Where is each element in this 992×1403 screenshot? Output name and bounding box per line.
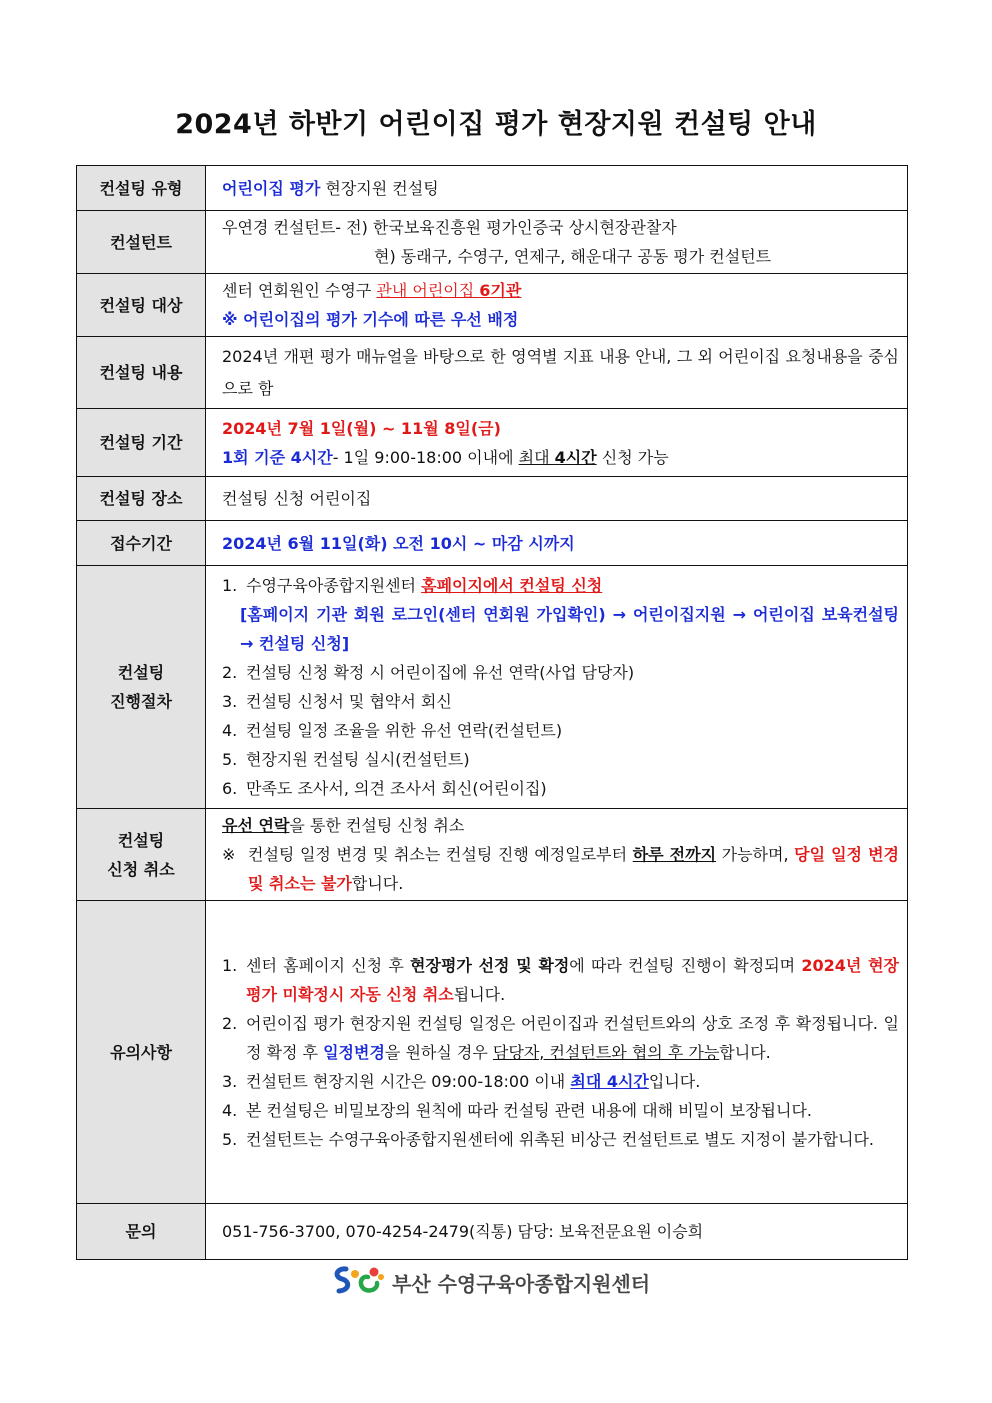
text: 만족도 조사서, 의견 조사서 회신(어린이집): [246, 779, 547, 798]
note-item: [222, 951, 899, 1009]
highlight-text: 홈페이지에서 컨설팅 신청: [421, 576, 603, 595]
row-notes: [77, 901, 908, 1204]
text: 어린이집 평가 현장지원 컨설팅 일정은 어린이집과 컨설턴트와의 상호 조정 후 확정됩니다. 일정 확정 후: [246, 1013, 899, 1062]
note-number: 3.: [222, 1071, 238, 1091]
row-content-desc: [77, 337, 908, 409]
highlight-text: 최대 4시간: [570, 1071, 649, 1091]
row-label: 컨설팅 장소: [77, 477, 206, 521]
text: 컨설턴트 현장지원 시간은 09:00-18:00 이내: [246, 1071, 571, 1091]
procedure-step: [222, 658, 899, 687]
row-target: [77, 274, 908, 337]
row-label: [77, 809, 206, 901]
procedure-step: [222, 745, 899, 774]
underline-text: 유선 연락: [222, 816, 290, 835]
note-number: 5.: [222, 1129, 238, 1149]
bold-text: 현장평가 선정 및 확정: [410, 955, 570, 975]
row-content: 2024년 6월 11일(화) 오전 10시 ~ 마감 시까지: [206, 521, 908, 566]
text: 을 통한 컨설팅 신청 취소: [289, 816, 465, 835]
row-content: [206, 211, 908, 274]
row-label: 컨설턴트: [77, 211, 206, 274]
row-consultant: [77, 211, 908, 274]
consultant-line-1: 우연경 컨설턴트- 전) 한국보육진흥원 평가인증국 상시현장관찰자: [222, 218, 677, 237]
consulting-info-table: [76, 165, 908, 1260]
text: 4시간: [554, 447, 597, 467]
note-item: [222, 1096, 899, 1125]
step-number: 4.: [222, 721, 238, 740]
text: 을 원하실 경우: [384, 1042, 493, 1062]
text: 신청 가능: [596, 447, 669, 467]
text: 가능하며,: [716, 845, 795, 864]
row-content: 컨설팅 신청 어린이집: [206, 477, 908, 521]
text: 현장지원 컨설팅: [320, 178, 439, 198]
note-item: [222, 1009, 899, 1067]
text: - 1일 9:00-18:00 이내에: [332, 447, 519, 467]
underline-text: [519, 448, 597, 467]
underline-text: 하루 전까지: [632, 845, 717, 864]
text: 에 따라 컨설팅 진행이 확정되며: [569, 955, 802, 975]
label-line: 컨설팅: [117, 663, 165, 682]
highlight-text: 어린이집 평가: [222, 178, 321, 198]
row-label: 문의: [77, 1204, 206, 1260]
procedure-steps: [222, 571, 899, 803]
underline-text: 담당자, 컨설턴트와 협의 후 가능: [492, 1042, 720, 1062]
note-item: [222, 1067, 899, 1096]
text: 컨설턴트는 수영구육아종합지원센터에 위촉된 비상근 컨설턴트로 별도 지정이 불가합니다.: [246, 1129, 875, 1149]
text: 컨설팅 일정 변경 및 취소는 컨설팅 진행 예정일로부터: [248, 845, 633, 864]
procedure-step: [222, 716, 899, 745]
text: 컨설팅 일정 조율을 위한 유선 연락(컨설턴트): [246, 721, 563, 740]
row-label: [77, 566, 206, 809]
step-number: 1.: [222, 576, 238, 595]
highlight-text: 1회 기준 4시간: [222, 447, 333, 467]
text: 6기관: [479, 281, 522, 300]
note-number: 2.: [222, 1013, 238, 1033]
label-line: 진행절차: [110, 692, 172, 711]
page-title: 2024년 하반기 어린이집 평가 현장지원 컨설팅 안내: [175, 109, 817, 140]
label-line: 신청 취소: [107, 859, 175, 879]
row-reception: [77, 521, 908, 566]
note-item: [222, 1125, 899, 1154]
text: 본 컨설팅은 비밀보장의 원칙에 따라 컨설팅 관련 내용에 대해 비밀이 보장됩니다.: [246, 1100, 812, 1120]
row-content: [206, 901, 908, 1204]
row-inquiry: [77, 1204, 908, 1260]
consultant-line-2: 현) 동래구, 수영구, 연제구, 해운대구 공동 평가 컨설턴트: [374, 247, 772, 266]
row-cancel: [77, 809, 908, 901]
row-content: 2024년 개편 평가 매뉴얼을 바탕으로 한 영역별 지표 내용 안내, 그 외 어린이집 요청내용을 중심으로 함: [206, 337, 908, 409]
procedure-step: [222, 571, 899, 600]
procedure-step-detail: [222, 600, 899, 658]
highlight-text: 2024년 현장 평가 미확정시 자동 신청 취소: [246, 955, 899, 1004]
row-label: 유의사항: [77, 901, 206, 1204]
text: 센터 연회원인 수영구: [222, 281, 377, 300]
highlight-text: 일정변경: [323, 1042, 385, 1062]
text: 됩니다.: [453, 984, 506, 1004]
text: 수영구육아종합지원센터: [246, 576, 422, 595]
row-period: [77, 409, 908, 477]
row-content: [206, 409, 908, 477]
text: 합니다.: [719, 1042, 771, 1062]
text: 관내 어린이집: [376, 281, 480, 300]
target-note: ※ 어린이집의 평가 기수에 따른 우선 배정: [222, 310, 519, 329]
text: 입니다.: [648, 1071, 701, 1091]
text: 컨설팅 신청서 및 협약서 회신: [246, 692, 452, 711]
row-content: [206, 809, 908, 901]
footer-organization: 부산 수영구육아종합지원센터: [392, 1271, 651, 1296]
cancel-line-1: [222, 811, 899, 840]
procedure-step: [222, 774, 899, 803]
center-logo-icon: [330, 1263, 386, 1301]
row-type: [77, 166, 908, 211]
text: 최대: [518, 447, 555, 467]
row-label: 컨설팅 대상: [77, 274, 206, 337]
period-rule: [222, 443, 899, 472]
text: 센터 홈페이지 신청 후: [246, 955, 411, 975]
notes-list: [222, 951, 899, 1154]
highlight-text: [376, 281, 521, 300]
row-place: [77, 477, 908, 521]
note-mark: ※: [222, 845, 236, 864]
step-number: 5.: [222, 750, 238, 769]
row-content: 051-756-3700, 070-4254-2479(직통) 담당: 보육전문요원 이승희: [206, 1204, 908, 1260]
row-label: 컨설팅 내용: [77, 337, 206, 409]
cancel-note: [222, 840, 899, 898]
target-line-1: [222, 276, 899, 305]
text: 컨설팅 신청 확정 시 어린이집에 유선 연락(사업 담당자): [246, 663, 635, 682]
note-number: 4.: [222, 1100, 238, 1120]
row-content: [206, 166, 908, 211]
footer: [330, 1264, 650, 1300]
highlight-text: 당일 일정 변경 및 취소는 불가: [248, 845, 899, 893]
step-number: 2.: [222, 663, 238, 682]
step-number: 3.: [222, 692, 238, 711]
text: 현장지원 컨설팅 실시(컨설턴트): [246, 750, 470, 769]
row-content: [206, 566, 908, 809]
text: 합니다.: [351, 874, 404, 893]
row-label: 접수기간: [77, 521, 206, 566]
procedure-step: [222, 687, 899, 716]
step-number: 6.: [222, 779, 238, 798]
row-procedure: [77, 566, 908, 809]
label-line: 컨설팅: [117, 830, 165, 850]
note-number: 1.: [222, 955, 238, 975]
period-dates: 2024년 7월 1일(월) ~ 11월 8일(금): [222, 418, 501, 438]
row-label: 컨설팅 기간: [77, 409, 206, 477]
row-label: 컨설팅 유형: [77, 166, 206, 211]
row-content: [206, 274, 908, 337]
step-detail-text: [홈페이지 기관 회원 로그인(센터 연회원 가입확인) → 어린이집지원 → 어린이집 보육컨설팅 → 컨설팅 신청]: [240, 605, 899, 653]
